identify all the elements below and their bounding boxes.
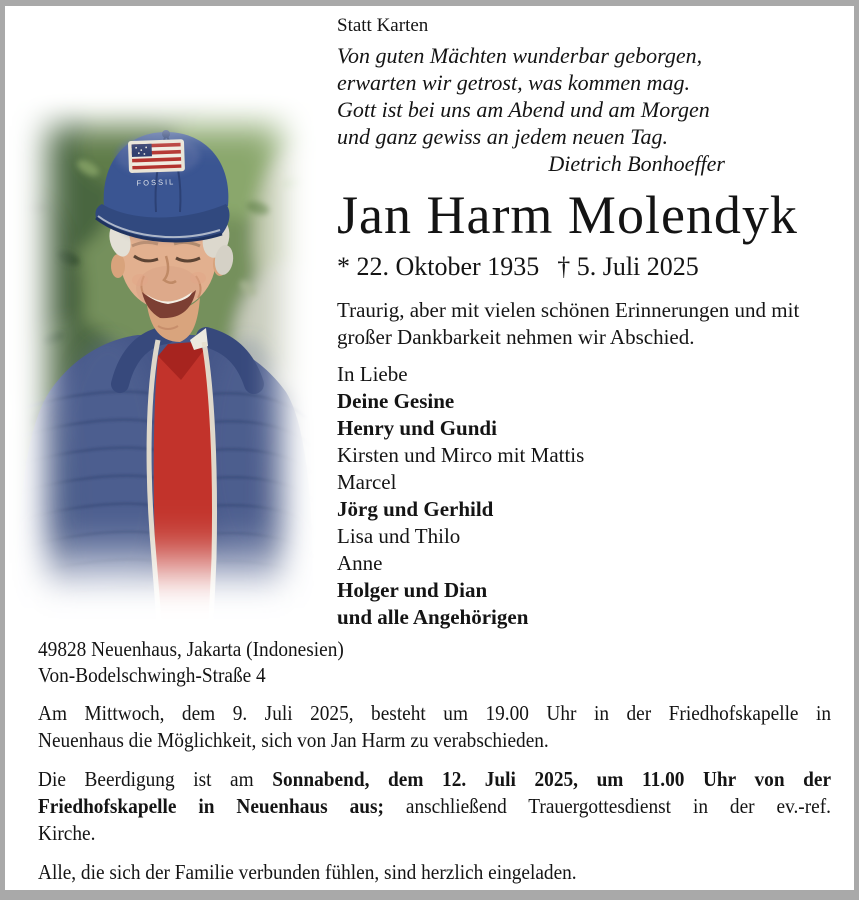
portrait-photo-graphic [8,88,320,648]
funeral-text: anschließend Trauergottesdienst in der ev.-ref. [383,794,832,818]
birth-date: * 22. Oktober 1935 [337,252,540,281]
family-member: Anne [337,551,383,575]
funeral-line: Kirche. [38,821,96,845]
family-member: Holger und Dian [337,578,488,602]
funeral-text-bold: Sonnabend, dem 12. Juli 2025, um 11.00 Uhr von der [272,767,832,791]
family-member: und alle Angehörigen [337,605,529,629]
family-member: Marcel [337,470,397,494]
cap-brand-text: FOSSIL [136,177,176,188]
poem-attribution: Dietrich Bonhoeffer [548,151,725,176]
address-line: 49828 Neuenhaus, Jakarta (Indonesien) [38,637,344,661]
address [38,636,831,688]
poem-line: und ganz gewiss an jedem neuen Tag. [337,124,669,149]
poem-line: erwarten wir getrost, was kommen mag. [337,70,691,95]
family-list [337,388,807,631]
funeral-line [38,766,831,793]
death-date: † 5. Juli 2025 [557,252,699,281]
funeral-paragraph [38,766,831,847]
in-love-label: In Liebe [337,362,408,386]
notice-sheet [5,6,854,890]
poem-line: Von guten Mächten wunderbar geborgen, [337,43,703,68]
address-line: Von-Bodelschwingh-Straße 4 [38,663,266,687]
portrait-photo [8,88,320,648]
family-member: Lisa und Thilo [337,524,461,548]
notice-header-column [337,14,807,631]
funeral-text-bold: Friedhofskapelle in Neuenhaus aus; [38,794,384,818]
closing-paragraph: Alle, die sich der Familie verbunden fühlen, sind herzlich eingeladen. [38,860,577,884]
funeral-text: Die Beerdigung ist am [38,767,273,791]
notice-details [38,636,831,886]
pre-header: Statt Karten [337,15,429,36]
family-member: Henry und Gundi [337,416,497,440]
family-member: Jörg und Gerhild [337,497,494,521]
funeral-line [38,793,831,820]
flag-patch-icon [128,139,185,173]
visitation-paragraph [38,700,831,754]
deceased-name: Jan Harm Molendyk [337,185,798,245]
family-member: Deine Gesine [337,389,455,413]
visitation-line: Neuenhaus die Möglichkeit, sich von Jan Harm zu verabschieden. [38,728,549,752]
family-member: Kirsten und Mirco mit Mattis [337,443,585,467]
poem-line: Gott ist bei uns am Abend und am Morgen [337,97,710,122]
life-dates [337,251,807,283]
intro-text: Traurig, aber mit vielen schönen Erinnerungen und mit großer Dankbarkeit nehmen wir Abschied. [337,298,800,349]
poem [337,42,725,177]
visitation-line: Am Mittwoch, dem 9. Juli 2025, besteht um 19.00 Uhr in der Friedhofskapelle in [38,701,832,725]
